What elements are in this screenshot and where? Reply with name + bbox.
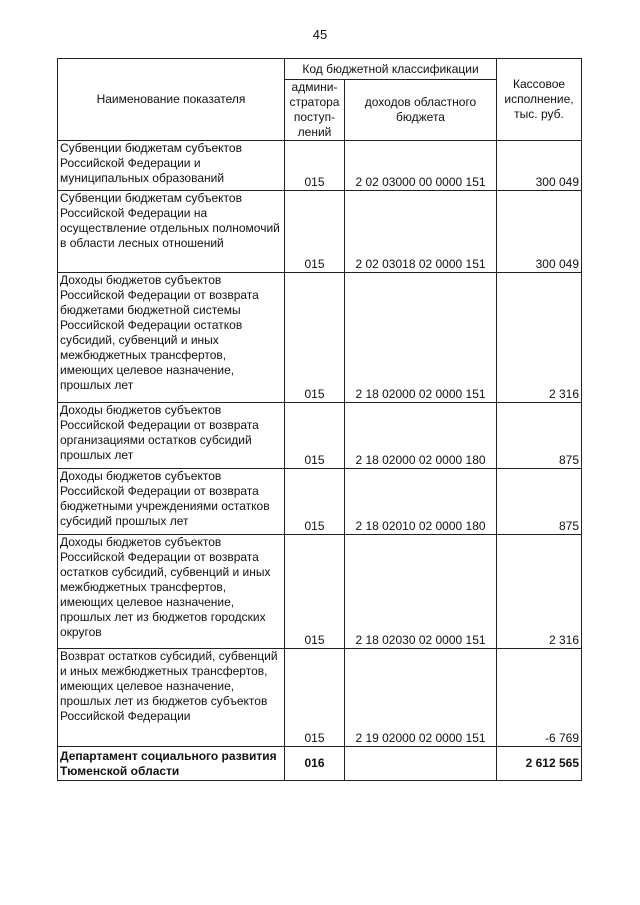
row-admin-code: 015: [285, 535, 345, 649]
row-amount: -6 769: [497, 649, 582, 747]
header-amount: Кассовое исполнение, тыс. руб.: [497, 59, 582, 141]
row-amount: 2 316: [497, 273, 582, 403]
budget-execution-table: [57, 58, 582, 781]
row-admin-code: 015: [285, 649, 345, 747]
row-budget-code: 2 02 03000 00 0000 151: [345, 141, 497, 191]
row-admin-code: 015: [285, 273, 345, 403]
row-budget-code: 2 18 02000 02 0000 180: [345, 403, 497, 469]
row-admin-code: 015: [285, 469, 345, 535]
table-row: [58, 469, 582, 535]
row-budget-code: [345, 747, 497, 781]
row-name: Субвенции бюджетам субъектов Российской Федерации и муниципальных образований: [58, 141, 285, 191]
table-row: [58, 273, 582, 403]
row-name: Субвенции бюджетам субъектов Российской Федерации на осуществление отдельных полномочий в области лесных отношений: [58, 191, 285, 273]
row-budget-code: 2 18 02030 02 0000 151: [345, 535, 497, 649]
header-classification: Код бюджетной классификации: [285, 59, 497, 80]
row-admin-code: 015: [285, 141, 345, 191]
header-income: доходов областного бюджета: [345, 80, 497, 141]
row-name: Департамент социального развития Тюменской области: [58, 747, 285, 781]
table-row: [58, 141, 582, 191]
row-amount: 300 049: [497, 141, 582, 191]
row-admin-code: 015: [285, 403, 345, 469]
row-name: Доходы бюджетов субъектов Российской Федерации от возврата остатков субсидий, субвенций и иных межбюджетных трансфертов, имеющих целевое назначение, прошлых лет из бюджетов городских округов: [58, 535, 285, 649]
row-admin-code: 015: [285, 191, 345, 273]
row-name: Доходы бюджетов субъектов Российской Федерации от возврата бюджетами бюджетной системы Российской Федерации остатков субсидий, субвенций и иных межбюджетных трансфертов, имеющих целевое назначение, прошлых лет: [58, 273, 285, 403]
table-row: [58, 649, 582, 747]
row-budget-code: 2 02 03018 02 0000 151: [345, 191, 497, 273]
row-budget-code: 2 19 02000 02 0000 151: [345, 649, 497, 747]
row-name: Доходы бюджетов субъектов Российской Федерации от возврата организациями остатков субсидий прошлых лет: [58, 403, 285, 469]
row-name: Возврат остатков субсидий, субвенций и иных межбюджетных трансфертов, имеющих целевое назначение, прошлых лет из бюджетов субъектов Российской Федерации: [58, 649, 285, 747]
row-amount: 2 612 565: [497, 747, 582, 781]
row-admin-code: 016: [285, 747, 345, 781]
row-amount: 875: [497, 469, 582, 535]
row-budget-code: 2 18 02010 02 0000 180: [345, 469, 497, 535]
header-name: Наименование показателя: [58, 59, 285, 141]
row-amount: 2 316: [497, 535, 582, 649]
table-row: [58, 535, 582, 649]
department-total-row: [58, 747, 582, 781]
row-name: Доходы бюджетов субъектов Российской Федерации от возврата бюджетными учреждениями остатков субсидий прошлых лет: [58, 469, 285, 535]
row-amount: 300 049: [497, 191, 582, 273]
table-row: [58, 191, 582, 273]
header-admin: админи-стратора поступ-лений: [285, 80, 345, 141]
row-amount: 875: [497, 403, 582, 469]
table-row: [58, 403, 582, 469]
row-budget-code: 2 18 02000 02 0000 151: [345, 273, 497, 403]
page-number: 45: [312, 27, 328, 42]
